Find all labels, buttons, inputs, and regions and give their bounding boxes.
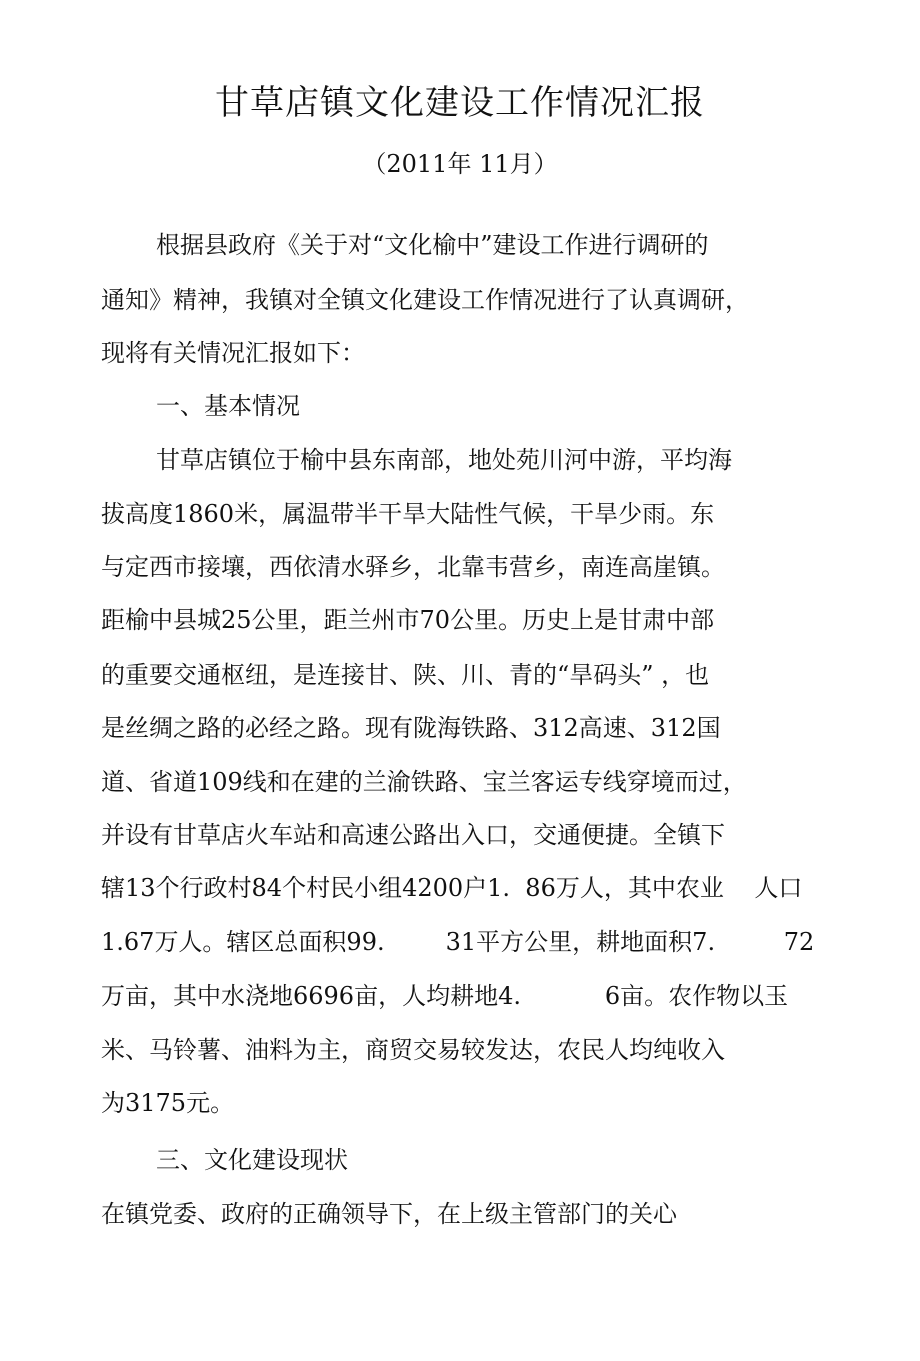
section-heading: 一、基本情况	[156, 392, 300, 420]
paragraph-line: 甘草店镇位于榆中县东南部，地处苑川河中游，平均海	[156, 446, 732, 474]
paragraph-line: 万亩，其中水浇地6696亩，人均耕地4. 6亩。农作物以玉	[101, 982, 789, 1010]
paragraph-line: 距榆中县城25公里，距兰州市70公里。历史上是甘肃中部	[101, 606, 715, 634]
paragraph-line: 是丝绸之路的必经之路。现有陇海铁路、312高速、312国	[101, 714, 721, 742]
paragraph-line: 为3175元。	[101, 1089, 235, 1117]
paragraph-line: 并设有甘草店火车站和高速公路出入口，交通便捷。全镇下	[101, 821, 725, 849]
paragraph-line: 道、省道109线和在建的兰渝铁路、宝兰客运专线穿境而过，	[101, 768, 747, 796]
section-heading: 三、文化建设现状	[156, 1146, 348, 1174]
paragraph-line: 与定西市接壤，西依清水驿乡，北靠韦营乡，南连高崖镇。	[101, 553, 725, 581]
paragraph-line: 通知》精神，我镇对全镇文化建设工作情况进行了认真调研，	[101, 286, 749, 314]
paragraph-line: 拔高度1860米，属温带半干旱大陆性气候，干旱少雨。东	[101, 500, 715, 528]
document-date: （2011年 11月）	[362, 150, 558, 178]
paragraph-line: 根据县政府《关于对“文化榆中”建设工作进行调研的	[156, 231, 709, 259]
paragraph-line: 1.67万人。辖区总面积99. 31平方公里，耕地面积7. 72	[101, 928, 815, 956]
paragraph-line: 米、马铃薯、油料为主，商贸交易较发达，农民人均纯收入	[101, 1036, 725, 1064]
paragraph-line: 在镇党委、政府的正确领导下，在上级主管部门的关心	[101, 1200, 677, 1228]
paragraph-line: 辖13个行政村84个村民小组4200户1. 86万人，其中农业 人口	[101, 874, 803, 902]
paragraph-line: 现将有关情况汇报如下：	[101, 339, 365, 367]
document-title: 甘草店镇文化建设工作情况汇报	[215, 83, 705, 123]
paragraph-line: 的重要交通枢纽，是连接甘、陕、川、青的“旱码头” ，也	[101, 661, 710, 689]
